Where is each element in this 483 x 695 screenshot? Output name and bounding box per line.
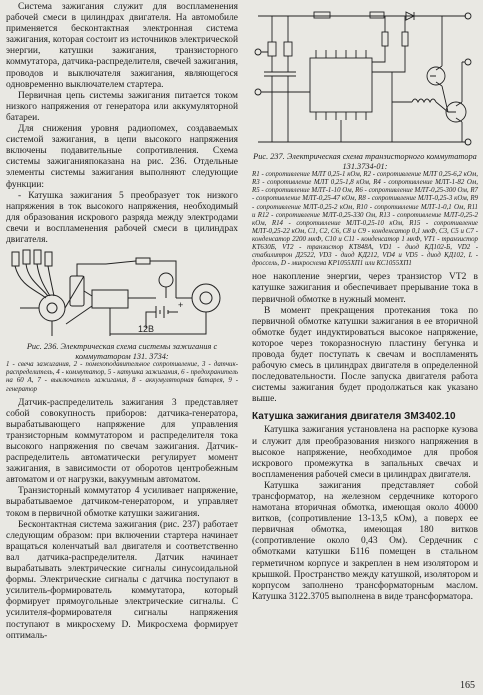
generator-figure xyxy=(110,284,220,334)
paragraph-commutator: Транзисторный коммутатор 4 усиливает напряжение, вырабатываемое датчиком-генератором, и управляет током в первичной обмотке катушки зажигания. xyxy=(6,486,238,519)
plus-label: + xyxy=(178,300,184,311)
paragraph-energy-storage: ное накопление энергии, через транзистор VT2 в катушке зажигания и обеспечивает прерывание тока в первичной обмотке в нужный момент. xyxy=(252,272,478,305)
voltage-label: 12В xyxy=(138,324,155,335)
figure-236-caption: Рис. 236. Электрическая схема системы зажигания с коммутатором 131. 3734: xyxy=(26,342,218,361)
paragraph-radio-noise: Для снижения уровня радиопомех, создаваемых системой зажигания, в цепи высокого напряжения включены подавительные сопротивления. Схема системы зажиганияпоказана на рис. 236. Отдельные элементы системы зажигания выполняют следующие функции: xyxy=(6,124,238,190)
figure-237-schematic xyxy=(252,2,478,152)
figure-237-caption: Рис. 237. Электрическая схема транзисторного коммутатора 131.3734-01: xyxy=(253,152,477,171)
ignition-coil-figure xyxy=(65,264,106,308)
paragraph-ignition-coil: - Катушка зажигания 5 преобразует ток низкого напряжения в ток высокого напряжения, необходимый для образования искрового разряда между электродами свечи и воспламенения рабочей смеси в цилиндрах двигателя. xyxy=(6,190,238,245)
right-column xyxy=(252,2,478,603)
figure-236-legend: 1 - свеча зажигания, 2 - помехоподавительное сопротивление, 3 - датчик-распределитель, 4 - коммутатор, 5 - катушка зажигания, 6 - предохранитель на 60 А, 7 - выключатель зажигания, 8 - аккумуляторная батарея, 9 - генератор xyxy=(6,361,238,393)
page-number: 165 xyxy=(460,680,475,691)
paragraph-coil-purpose: Катушка зажигания установлена на распорке кузова и служит для преобразования низкого напряжения в высокое напряжение, необходимое для пробоя искрового промежутка в запальных свечах и воспламенения рабочей смеси в цилиндрах двигателя. xyxy=(252,425,478,480)
paragraph-distributor: Датчик-распределитель зажигания 3 представляет собой совокупность приборов: датчика-генератора, вырабатывающего напряжение для управления транзисторным коммутатором и распределителя тока высокого напряжения по свечам зажигания. Датчик-распределитель автоматически регулирует момент зажигания, в зависимости от оборотов центробежным автоматом и от нагрузки, вакуумным автоматом. xyxy=(6,397,238,486)
ignition-switch-figure xyxy=(159,273,173,298)
fuse-figure xyxy=(136,258,150,264)
paragraph-intro: Система зажигания служит для воспламенения рабочей смеси в цилиндрах двигателя. На автомобиле применяется бесконтактная электронная система зажигания, которая состоит из источников электрической энергии, катушки зажигания, транзисторного коммутатора, датчика-распределителя, свечей зажигания, проводов и выключателя зажигания, являющегося одновременно выключателем стартера. xyxy=(6,2,238,90)
left-column xyxy=(6,2,238,642)
paragraph-coil-construction: Катушка зажигания представляет собой трансформатор, на железном сердечнике которого намотана вторичная обмотка, имеющая около 40000 витков, (сопротивление 13-13,5 кОм), а поверх ее первичная обмотка, имеющая 180 витков (сопротивление около 0,43 Ом). Сердечник с обмотками катушки Б116 помещен в стальном герметичном корпусе и закреплен в нем изолятором и крышкой. Пространство между катушкой, изолятором и корпусом заполнено трансформаторным маслом. Катушка 3122.3705 выполнена в виде трансформатора. xyxy=(252,480,478,602)
paragraph-current-interrupt: В момент прекращения протекания тока по первичной обмотке катушки зажигания в ее вторичной обмотке будет индуктироваться высокое напряжение, которое через токоразносную пластину бегунка и провода будет поступать к свечам и воспламенять рабочую смесь в цилиндрах двигателя в определенной последовательности. После запуска двигателя работа системы зажигания будет продолжаться как указано выше. xyxy=(252,305,478,405)
paragraph-operation: Бесконтактная система зажигания (рис. 237) работает следующим образом: при включении стартера начинает вращаться коленчатый вал двигателя и соответственно вал датчика-распределителя. Датчик начинает вырабатывать электрические сигналы синусоидальной формы. Электрические сигналы с датчика поступают в усилитель-формирователь коммутатора, который формирует прямоугольные электрические сигналы. С усилителя-формирователя сигналы напряжения поступают в микросхему D. Микросхема формирует оптималь- xyxy=(6,519,238,641)
figure-237-legend: R1 - сопротивление МЛТ 0,25-1 кОм, R2 - сопротивление МЛТ 0,25-6,2 кОм, R3 - сопротивление МЛТ 0,25-1,8 кОм, R4 - сопротивление МЛТ-1-82 Ом, R5 - сопротивление МЛТ-1-10 Ом, R6 - сопротивление МЛТ-0,25-300 Ом, R7 - сопротивление МЛТ-0,25-47 кОм, R8 - сопротивление МЛТ-0,25-3 кОм, R9 - сопротивление МЛТ-0,25-2 кОм, R10 - сопротивление МЛТ-1-0,1 Ом, R11 и R12 - сопротивление МЛТ-0,25-330 Ом, R13 - сопротивление МЛТ-0,25-2 кОм, R14 - сопротивление МЛТ-0,25-10 кОм, R15 - сопротивление МЛТ-0,25-22 кОм, C1, C2, C6, C8 и C9 - конденсатор 0,1 мкФ, C3, C5 и C7 - конденсатор 2200 мкФ, C10 и C11 - конденсатор 1 мкФ, VT1 - транзистор КТ630Б, VT2 - транзистор КТ848А, VD1 - диод КД102-Б, VD2 - стабилитрон Д2522, VD3 - диод КД212, VD4 и VD5 - диод КД102, L - дроссель, D - микросхема КР1055ХП1 или КС1055ХП1 xyxy=(252,171,478,268)
distributor-figure xyxy=(20,295,65,336)
spark-plugs-figure xyxy=(12,250,54,298)
paragraph-primary-circuit: Первичная цепь системы зажигания питается током низкого напряжения от генератора или аккумуляторной батареи. xyxy=(6,90,238,123)
section-title: Катушка зажигания двигателя ЗМЗ402.10 xyxy=(252,411,456,423)
figure-236-diagram xyxy=(6,246,238,342)
